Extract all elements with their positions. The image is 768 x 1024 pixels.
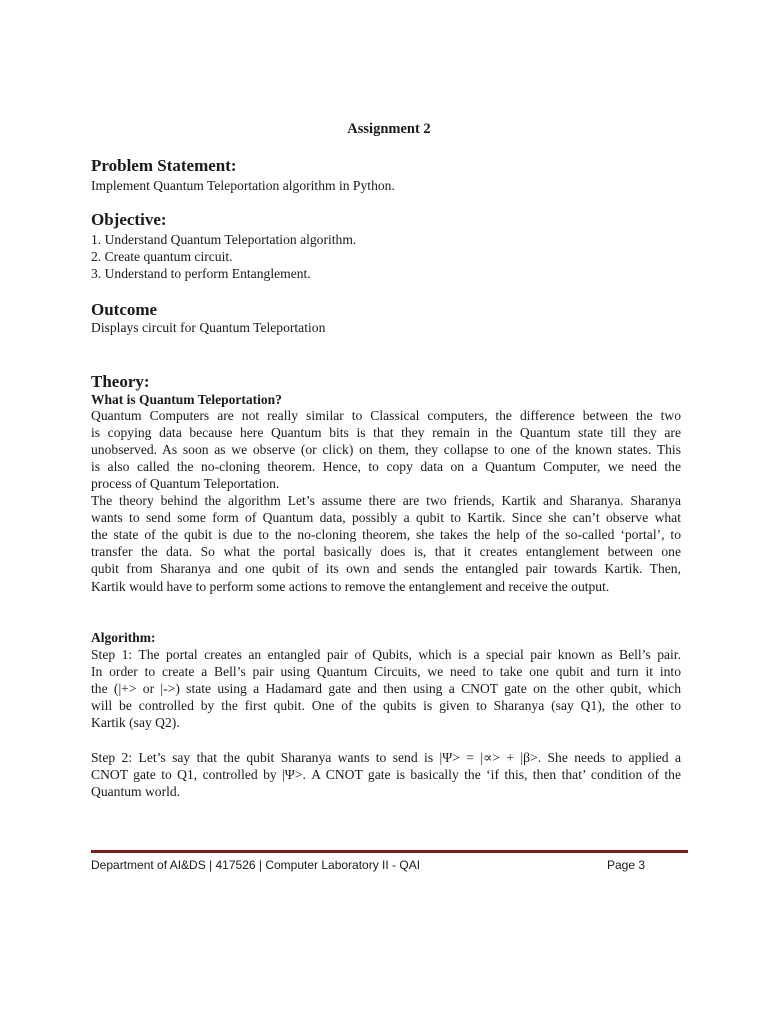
- objective-item: 3. Understand to perform Entanglement.: [91, 266, 311, 281]
- problem-heading: Problem Statement:: [91, 156, 237, 175]
- outcome-text: Displays circuit for Quantum Teleportation: [91, 320, 326, 335]
- theory-line: qubit from Sharanya and one qubit of its own and sends the entangled pair towards Kartik. Then,: [91, 561, 681, 576]
- theory-line: The theory behind the algorithm Let’s assume there are two friends, Kartik and Sharanya. Sharanya: [91, 493, 681, 508]
- theory-line: is also called the no-cloning theorem. Hence, to copy data on a Quantum Computer, we need the: [91, 459, 681, 474]
- objective-item: 1. Understand Quantum Teleportation algorithm.: [91, 232, 357, 247]
- algorithm-step1-line: Step 1: The portal creates an entangled pair of Qubits, which is a special pair known as Bell’s pair.: [91, 647, 681, 662]
- algorithm-step1-line: Kartik (say Q2).: [91, 715, 180, 730]
- theory-heading: Theory:: [91, 372, 150, 391]
- objective-heading: Objective:: [91, 210, 167, 229]
- problem-text: Implement Quantum Teleportation algorithm in Python.: [91, 178, 395, 193]
- theory-line: is copying data because here Quantum bits is that they remain in the Quantum state till they are: [91, 425, 681, 440]
- algorithm-step2-line: Quantum world.: [91, 784, 181, 799]
- theory-line: the state of the qubit is due to the no-cloning theorem, she takes the help of the so-called ‘portal’, to: [91, 527, 681, 542]
- algorithm-heading: Algorithm:: [91, 630, 156, 645]
- outcome-heading: Outcome: [91, 300, 158, 319]
- algorithm-step2-line: CNOT gate to Q1, controlled by |Ψ>. A CNOT gate is basically the ‘if this, then that’ condition of the: [91, 767, 681, 782]
- algorithm-step2-line: Step 2: Let’s say that the qubit Sharanya wants to send is |Ψ> = |∝> + |β>. She needs to applied a: [91, 750, 681, 765]
- theory-line: wants to send some form of Quantum data, possibly a qubit to Kartik. Since she can’t observe what: [91, 510, 681, 525]
- algorithm-step1-line: will be controlled by the first qubit. One of the qubits is given to Sharanya (say Q1), the other to: [91, 698, 681, 713]
- objective-item: 2. Create quantum circuit.: [91, 249, 233, 264]
- theory-line: Quantum Computers are not really similar to Classical computers, the difference between the two: [91, 408, 681, 423]
- theory-subheading: What is Quantum Teleportation?: [91, 392, 282, 407]
- footer-divider: [91, 850, 688, 853]
- algorithm-step1-line: In order to create a Bell’s pair using Quantum Circuits, we need to take one qubit and turn it into: [91, 664, 681, 679]
- theory-line: process of Quantum Teleportation.: [91, 476, 280, 491]
- footer-department: Department of AI&DS | 417526 | Computer Laboratory II - QAI: [91, 858, 421, 872]
- theory-line: transfer the data. So what the portal basically does is, that it creates entanglement between one: [91, 544, 681, 559]
- theory-line: unobserved. As soon as we observe (or click) on them, they collapse to one of the known states. This: [91, 442, 681, 457]
- algorithm-step1-line: the (|+> or |->) state using a Hadamard gate and then using a CNOT gate on the other qubit, which: [91, 681, 681, 696]
- footer-page-number: Page 3: [607, 858, 646, 872]
- page-title: Assignment 2: [347, 121, 431, 137]
- theory-line: Kartik would have to perform some actions to remove the entanglement and receive the output.: [91, 579, 610, 594]
